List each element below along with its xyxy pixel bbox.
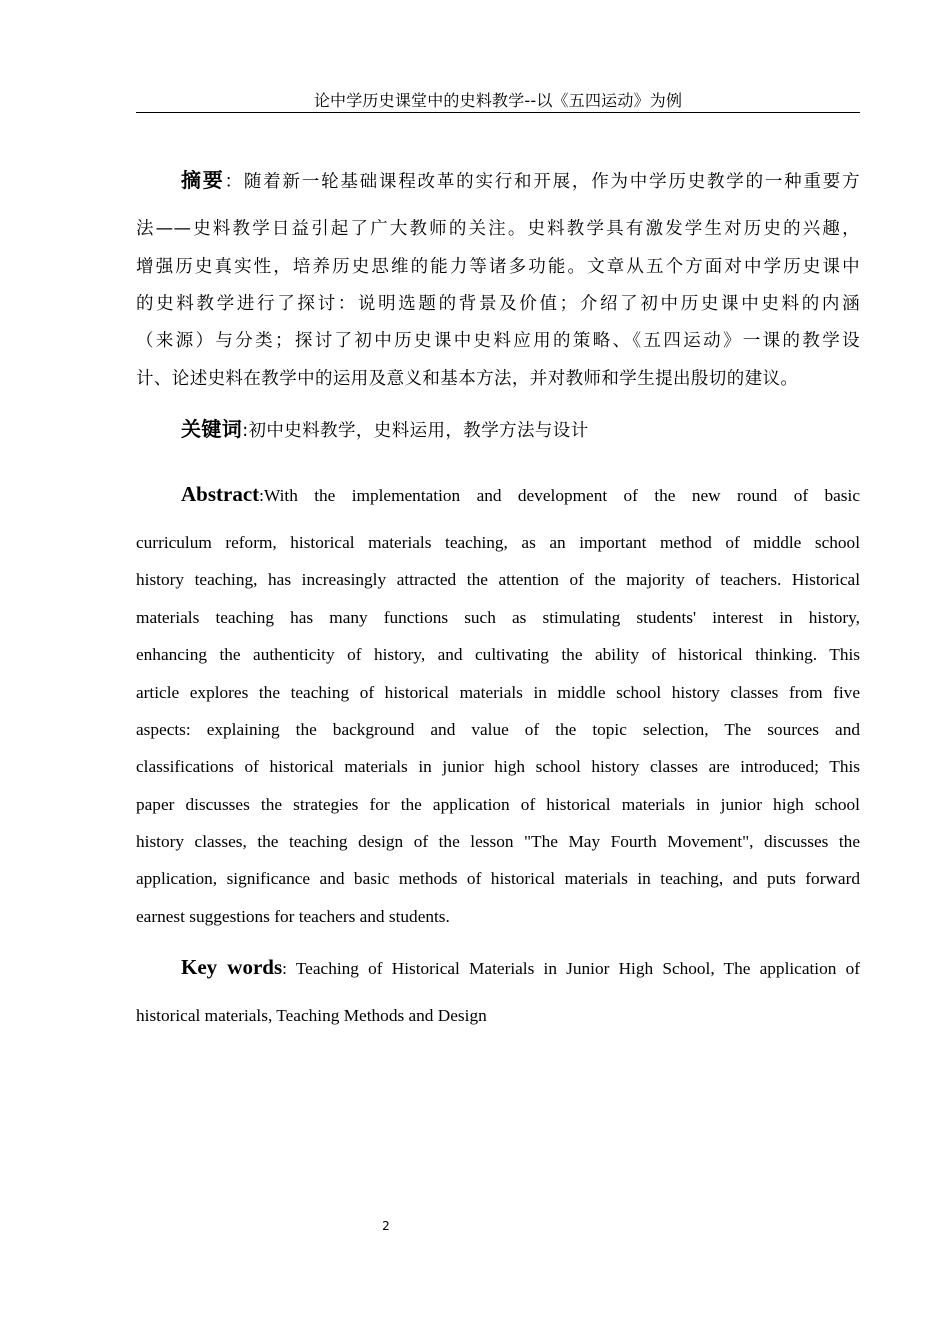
abstract-cn-line: 增强历史真实性，培养历史思维的能力等诸多功能。文章从五个方面对中学历史课中 (136, 257, 860, 277)
keywords-cn-label: 关键词 (181, 417, 243, 441)
keywords-en-line: Key words: Teaching of Historical Materials in Junior High School, The application of (181, 955, 860, 979)
abstract-en-line: application, significance and basic methods of historical materials in teaching, and puts forward (136, 869, 860, 888)
abstract-en-line: materials teaching has many functions such as stimulating students' interest in history, (136, 608, 860, 627)
abstract-en-line: classifications of historical materials in junior high school history classes are introduced; This (136, 757, 860, 776)
keywords-cn-separator: : (242, 421, 249, 441)
abstract-en-line: Abstract:With the implementation and development of the new round of basic (181, 482, 860, 506)
keywords-en-separator: : (282, 959, 296, 978)
abstract-en-line: history teaching, has increasingly attracted the attention of the majority of teachers. Historical (136, 570, 860, 589)
abstract-en-line: curriculum reform, historical materials teaching, as an important method of middle school (136, 533, 860, 552)
running-header: 论中学历史课堂中的史料教学--以《五四运动》为例 (313, 91, 683, 110)
keywords-cn-text: 初中史料教学，史料运用，教学方法与设计 (248, 421, 589, 441)
abstract-en-line: earnest suggestions for teachers and students. (136, 907, 450, 926)
keywords-en-label: Key words (181, 955, 283, 979)
keywords-cn (136, 417, 860, 443)
abstract-en-line: enhancing the authenticity of history, and cultivating the ability of historical thinking. This (136, 645, 860, 664)
keywords-en-line: historical materials, Teaching Methods and Design (136, 1006, 487, 1025)
abstract-cn-line: 法——史料教学日益引起了广大教师的关注。史料教学具有激发学生对历史的兴趣， (136, 219, 860, 239)
abstract-en-separator: : (259, 486, 264, 505)
abstract-cn-line: （来源）与分类；探讨了初中历史课中史料应用的策略、《五四运动》一课的教学设 (136, 331, 860, 351)
abstract-cn-label: 摘要 (181, 168, 225, 192)
abstract-en-line: aspects: explaining the background and value of the topic selection, The sources and (136, 720, 860, 739)
page-number: 2 (382, 1219, 390, 1233)
abstract-en-line: article explores the teaching of historical materials in middle school history classes from five (136, 683, 860, 702)
abstract-cn-line: 摘要：随着新一轮基础课程改革的实行和开展，作为中学历史教学的一种重要方 (181, 168, 860, 192)
abstract-cn-line: 计、论述史料在教学中的运用及意义和基本方法，并对教师和学生提出殷切的建议。 (136, 369, 799, 389)
abstract-en-line: history classes, the teaching design of the lesson "The May Fourth Movement", discusses the (136, 832, 860, 851)
abstract-en-label: Abstract (181, 482, 260, 506)
header-rule (136, 112, 860, 113)
abstract-cn-separator: ： (224, 172, 244, 192)
abstract-cn-line: 的史料教学进行了探讨：说明选题的背景及价值；介绍了初中历史课中史料的内涵 (136, 294, 860, 314)
abstract-en-line: paper discusses the strategies for the application of historical materials in junior high school (136, 795, 860, 814)
